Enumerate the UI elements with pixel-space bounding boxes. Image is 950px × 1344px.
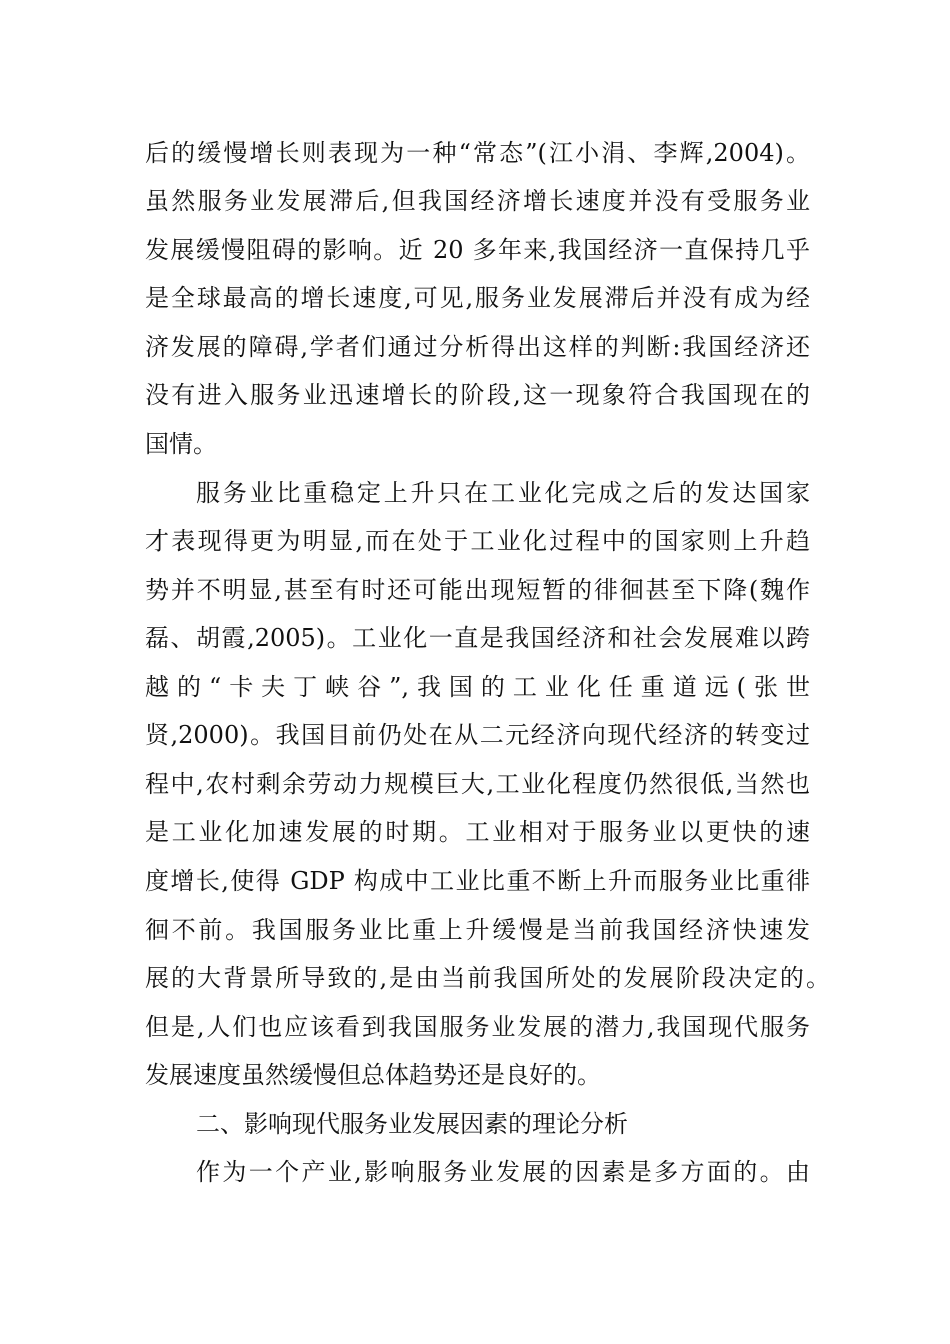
text-line-18: 展的大背景所导致的,是由当前我国所处的发展阶段决定的。: [145, 964, 830, 992]
section-heading: 二、影响现代服务业发展因素的理论分析: [196, 1110, 628, 1138]
text-line-4: 是全球最高的增长速度,可见,服务业发展滞后并没有成为经: [145, 284, 810, 312]
text-line-7: 国情。: [145, 430, 217, 458]
text-line-3: 发展缓慢阻碍的影响。近 20 多年来,我国经济一直保持几乎: [145, 236, 810, 264]
text-line-9: 才表现得更为明显,而在处于工业化过程中的国家则上升趋: [145, 527, 810, 555]
text-line-20: 发展速度虽然缓慢但总体趋势还是良好的。: [145, 1061, 601, 1089]
text-line-13: 贤,2000)。我国目前仍处在从二元经济向现代经济的转变过: [145, 721, 810, 749]
text-line-6: 没有进入服务业迅速增长的阶段,这一现象符合我国现在的: [145, 381, 810, 409]
paragraph-start-line: 服务业比重稳定上升只在工业化完成之后的发达国家: [196, 479, 810, 507]
paragraph-start-line: 作为一个产业,影响服务业发展的因素是多方面的。由: [196, 1158, 810, 1186]
text-line-16: 度增长,使得 GDP 构成中工业比重不断上升而服务业比重徘: [145, 867, 810, 895]
text-line-1: 后的缓慢增长则表现为一种“常态”(江小涓、李辉,2004)。: [145, 139, 810, 167]
text-line-2: 虽然服务业发展滞后,但我国经济增长速度并没有受服务业: [145, 187, 810, 215]
text-line-15: 是工业化加速发展的时期。工业相对于服务业以更快的速: [145, 818, 810, 846]
text-line-10: 势并不明显,甚至有时还可能出现短暂的徘徊甚至下降(魏作: [145, 576, 810, 604]
text-line-17: 徊不前。我国服务业比重上升缓慢是当前我国经济快速发: [145, 916, 810, 944]
text-line-19: 但是,人们也应该看到我国服务业发展的潜力,我国现代服务: [145, 1013, 810, 1041]
text-line-14: 程中,农村剩余劳动力规模巨大,工业化程度仍然很低,当然也: [145, 770, 810, 798]
text-line-5: 济发展的障碍,学者们通过分析得出这样的判断:我国经济还: [145, 333, 810, 361]
text-line-11: 磊、胡霞,2005)。工业化一直是我国经济和社会发展难以跨: [145, 624, 810, 652]
text-line-12: 越的“卡夫丁峡谷”,我国的工业化任重道远(张世: [145, 673, 810, 701]
